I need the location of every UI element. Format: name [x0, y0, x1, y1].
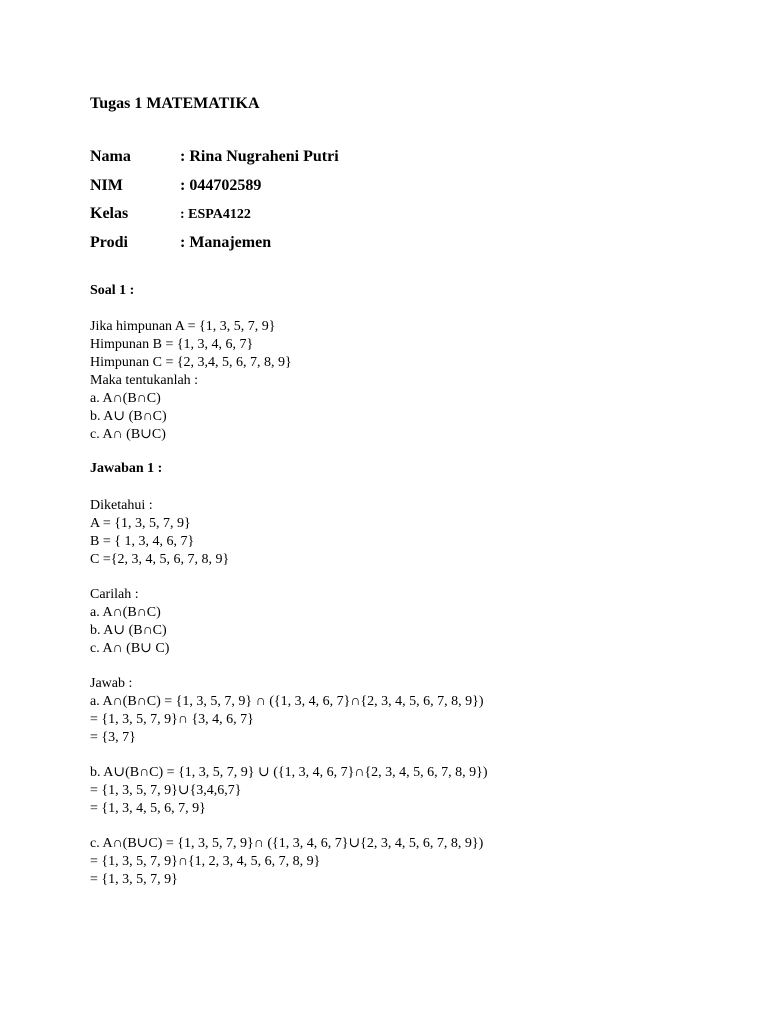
jawaban-heading: Jawaban 1 : — [90, 461, 163, 476]
document-title: Tugas 1 MATEMATIKA — [90, 95, 260, 112]
info-value: : Manajemen — [180, 234, 272, 251]
soal-line: b. A∪ (B∩C) — [90, 409, 167, 424]
soal-line: Jika himpunan A = {1, 3, 5, 7, 9} — [90, 319, 276, 334]
carilah-line: c. A∩ (B∪ C) — [90, 641, 170, 656]
info-label: Prodi — [90, 234, 128, 251]
diketahui-line: B = { 1, 3, 4, 6, 7} — [90, 534, 195, 549]
jawab-c-line: c. A∩(B∪C) = {1, 3, 5, 7, 9}∩ ({1, 3, 4, 6, 7}∪{2, 3, 4, 5, 6, 7, 8, 9}) — [90, 836, 484, 851]
soal-line: a. A∩(B∩C) — [90, 391, 161, 406]
soal-heading: Soal 1 : — [90, 283, 135, 298]
jawab-a-line: a. A∩(B∩C) = {1, 3, 5, 7, 9} ∩ ({1, 3, 4, 6, 7}∩{2, 3, 4, 5, 6, 7, 8, 9}) — [90, 694, 484, 709]
jawab-c-line: = {1, 3, 5, 7, 9} — [90, 872, 178, 887]
jawab-a-line: = {3, 7} — [90, 730, 136, 745]
info-value: : 044702589 — [180, 177, 262, 194]
jawab-a-line: = {1, 3, 5, 7, 9}∩ {3, 4, 6, 7} — [90, 712, 254, 727]
soal-line: Maka tentukanlah : — [90, 373, 199, 388]
info-value: : ESPA4122 — [180, 207, 251, 222]
carilah-line: a. A∩(B∩C) — [90, 605, 161, 620]
soal-line: Himpunan C = {2, 3,4, 5, 6, 7, 8, 9} — [90, 355, 292, 370]
jawab-c-line: = {1, 3, 5, 7, 9}∩{1, 2, 3, 4, 5, 6, 7, 8, 9} — [90, 854, 321, 869]
diketahui-line: C ={2, 3, 4, 5, 6, 7, 8, 9} — [90, 552, 230, 567]
jawab-b-line: = {1, 3, 5, 7, 9}∪{3,4,6,7} — [90, 783, 242, 798]
jawab-b-line: = {1, 3, 4, 5, 6, 7, 9} — [90, 801, 206, 816]
info-value: : Rina Nugraheni Putri — [180, 148, 339, 165]
soal-line: Himpunan B = {1, 3, 4, 6, 7} — [90, 337, 254, 352]
jawab-b-line: b. A∪(B∩C) = {1, 3, 5, 7, 9} ∪ ({1, 3, 4, 6, 7}∩{2, 3, 4, 5, 6, 7, 8, 9}) — [90, 765, 488, 780]
soal-line: c. A∩ (B∪C) — [90, 427, 166, 442]
diketahui-line: A = {1, 3, 5, 7, 9} — [90, 516, 191, 531]
carilah-line: Carilah : — [90, 587, 139, 602]
diketahui-line: Diketahui : — [90, 498, 153, 513]
info-label: NIM — [90, 177, 123, 194]
info-label: Kelas — [90, 205, 129, 222]
jawab-line: Jawab : — [90, 676, 133, 691]
info-label: Nama — [90, 148, 131, 165]
carilah-line: b. A∪ (B∩C) — [90, 623, 167, 638]
